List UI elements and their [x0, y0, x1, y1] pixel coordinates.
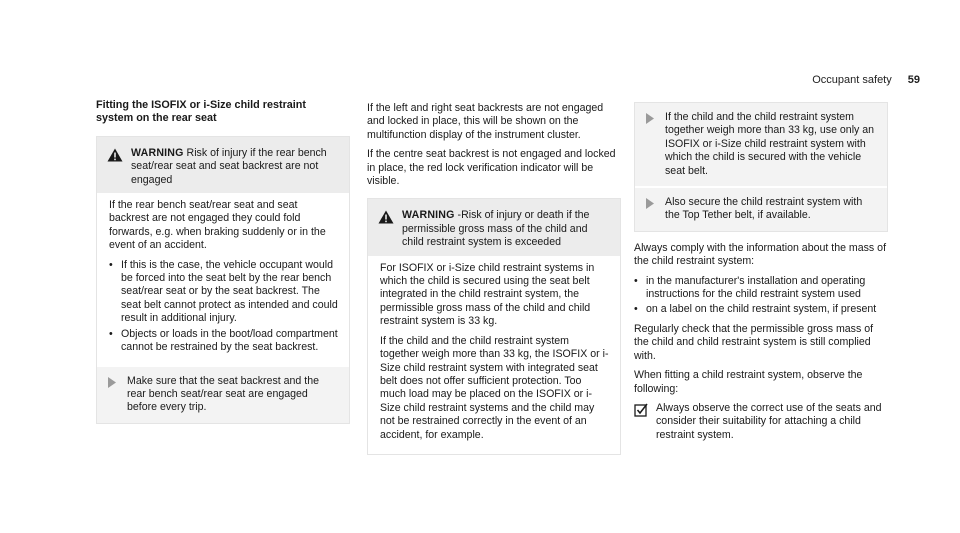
list-item: • Objects or loads in the boot/load compartment cannot be restrained by the seat backrest. [109, 328, 339, 355]
warning-head-text: Risk of injury if the rear bench seat/rear seat and seat backrest are not engaged [131, 146, 327, 186]
paragraph: When fitting a child restraint system, observe the following: [634, 369, 863, 395]
warning-title [131, 147, 339, 187]
action-arrow-icon [645, 112, 655, 125]
heading-line-2: system on the rear seat [96, 112, 217, 125]
page-number: 59 [907, 74, 920, 86]
warning-box [367, 198, 621, 455]
paragraph: Regularly check that the permissible gross mass of the child and child restraint system is still complied with. [634, 322, 874, 362]
paragraph: If the left and right seat backrests are not engaged and locked in place, this will be shown on the multifunction display of the instrument cluster. [367, 102, 604, 141]
warning-triangle-icon [107, 148, 123, 162]
warning-body [368, 256, 620, 454]
action-step [635, 188, 887, 231]
warning-box [96, 136, 350, 424]
column-3 [634, 102, 888, 442]
warning-paragraph: For ISOFIX or i-Size child restraint systems in which the child is secured using the seat belt integrated in the child restraint system, the permissible gross mass of the child and child restraint system is 33 kg. [380, 261, 595, 328]
action-step [635, 103, 887, 186]
warning-header [97, 137, 349, 193]
action-group [634, 102, 888, 232]
warning-paragraph: If the rear bench seat/rear seat and seat backrest are not engaged they could fold forwards, e.g. when braking suddenly or in the event of an accident. [109, 199, 326, 252]
column-1 [96, 99, 350, 424]
action-text: Also secure the child restraint system with the Top Tether belt, if available. [665, 196, 863, 222]
action-arrow-icon [107, 376, 117, 389]
list-item: • in the manufacturer's installation and operating instructions for the child restraint system used [634, 275, 888, 302]
list-item: • If this is the case, the vehicle occupant would be forced into the seat belt by the rear bench seat/rear seat or by the seat backrest. The seat belt cannot protect as intended and could result in additional injury. [109, 259, 339, 326]
warning-body [97, 193, 349, 366]
action-text: Make sure that the seat backrest and the rear bench seat/rear seat are engaged before every trip. [127, 374, 319, 414]
action-text: If the child and the child restraint system together weigh more than 33 kg, use only an ISOFIX or i-Size child restraint system with which the child is secured with the vehicle seat belt. [665, 111, 875, 177]
warning-bullets [109, 259, 339, 355]
section-title: Occupant safety [812, 74, 892, 86]
checkbox-icon [634, 403, 648, 417]
section-heading [96, 99, 350, 126]
warning-label: WARNING [402, 209, 455, 222]
check-item [634, 402, 888, 442]
warning-head-text: -Risk of injury or death if the permissible gross mass of the child and child restraint system is exceeded [402, 209, 590, 249]
warning-title [402, 209, 610, 249]
action-arrow-icon [645, 197, 655, 210]
list-item: • on a label on the child restraint system, if present [634, 303, 888, 316]
paragraph: Always comply with the information about the mass of the child restraint system: [634, 241, 887, 268]
warning-paragraph: If the child and the child restraint system together weigh more than 33 kg, the ISOFIX or i-Size child restraint system with integrated seat belt does not offer sufficient protection. Too much load may be placed on the ISOFIX or i-Size child restraint systems and the child may not be restrained correctly in the event of an accident, for example. [380, 334, 609, 441]
action-step [97, 367, 349, 423]
check-item-text: Always observe the correct use of the seats and consider their suitability for attaching a child restraint system. [656, 401, 882, 441]
bullet-list [634, 275, 888, 317]
warning-triangle-icon [378, 210, 394, 224]
paragraph: If the centre seat backrest is not engaged and locked in place, the red lock verification indicator will be visible. [367, 148, 616, 188]
warning-label: WARNING [131, 146, 184, 159]
column-2 [367, 102, 621, 455]
heading-line-1: Fitting the ISOFIX or i-Size child restraint [96, 99, 306, 111]
warning-header [368, 199, 620, 255]
page-header [812, 74, 920, 87]
